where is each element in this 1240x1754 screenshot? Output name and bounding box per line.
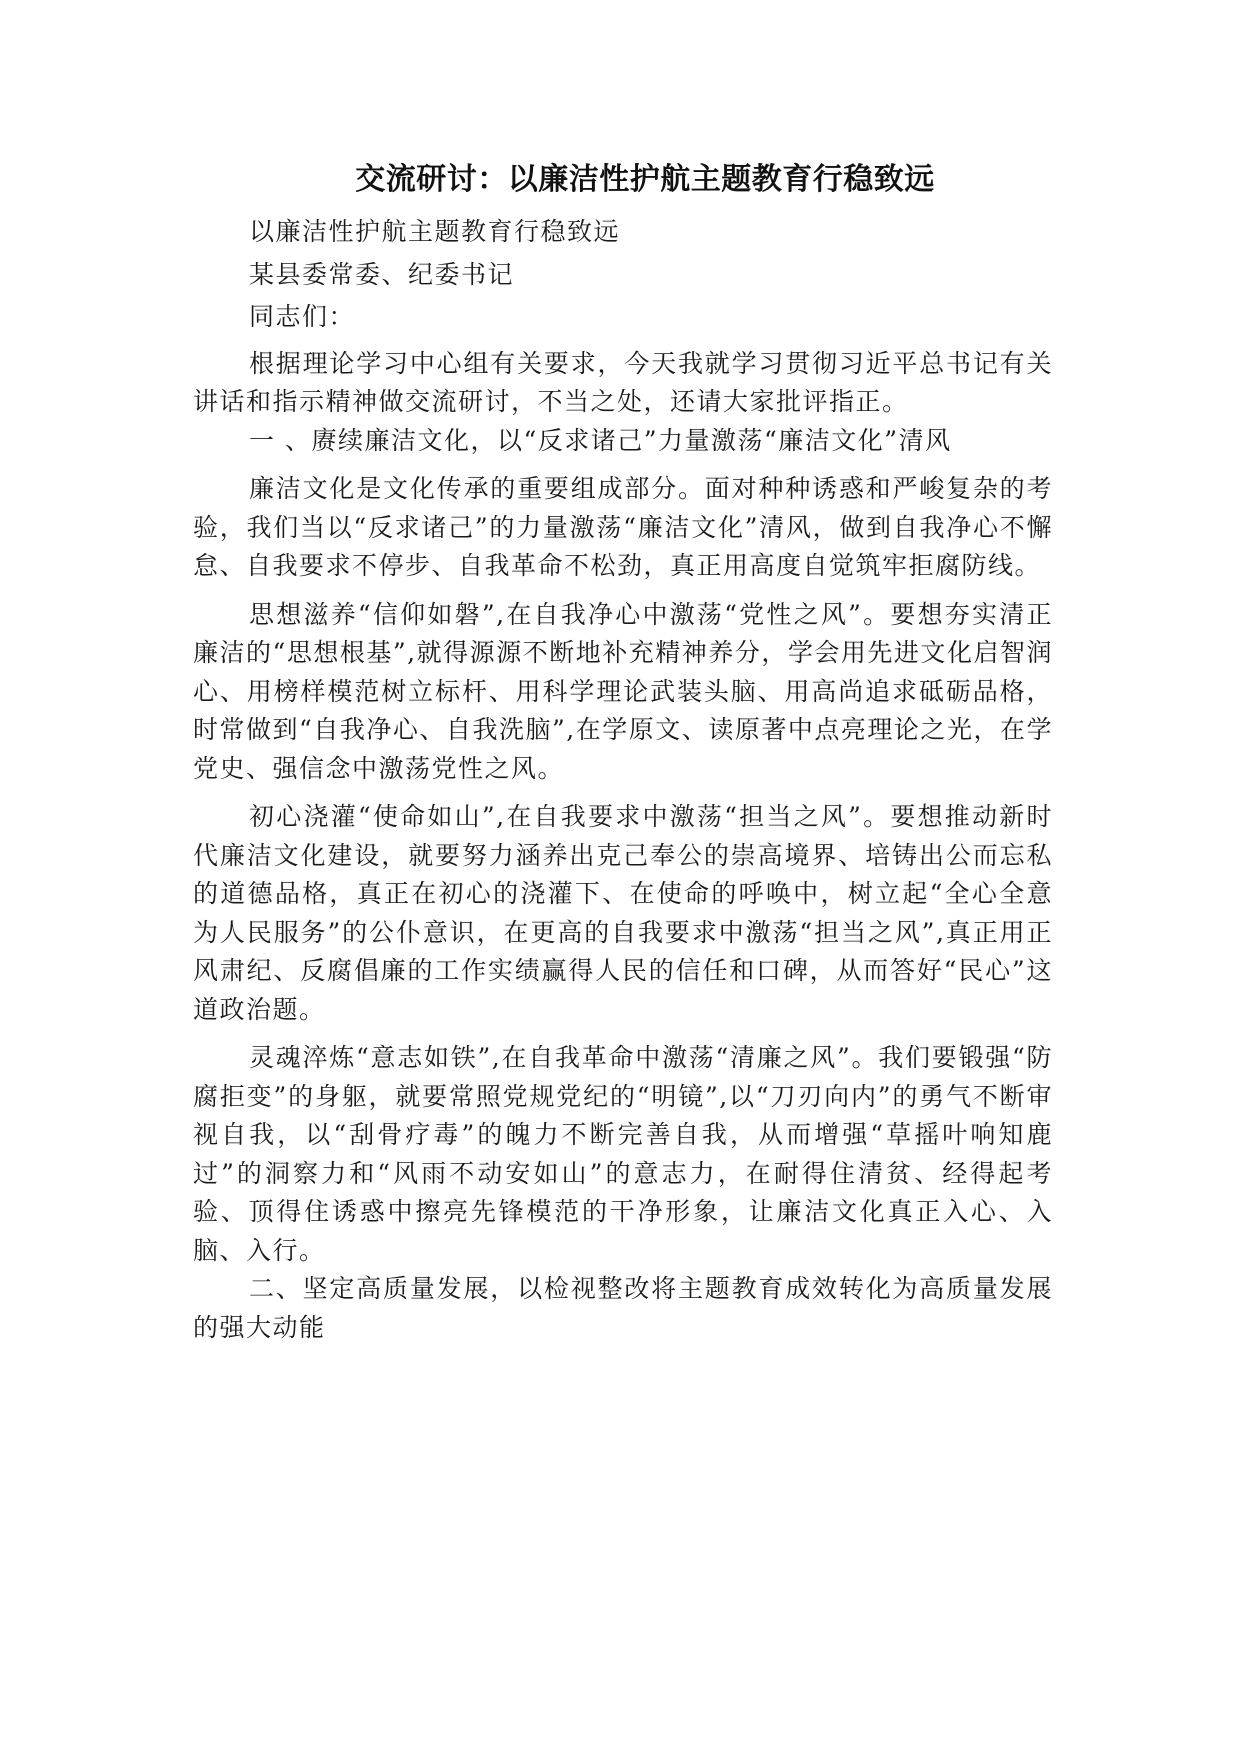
author-line: 某县委常委、纪委书记 [249, 259, 515, 289]
salutation: 同志们： [249, 302, 356, 331]
section-heading-2: 二、坚定高质量发展，以检视整改将主题教育成效转化为高质量发展的强大动能 [193, 1274, 1053, 1342]
paragraph: 思想滋养“信仰如磐”,在自我净心中激荡“党性之风”。要想夯实清正廉洁的“思想根基”,就得源源不断地补充精神养分，学会用先进文化启智润心、用榜样模范树立标杆、用科学理论武装头脑、用高尚追求砥砺品格，时常做到“自我净心、自我洗脑”,在学原文、读原著中点亮理论之光，在学党史、强信念中激荡党性之风。 [193, 599, 1053, 783]
document-body [193, 213, 1053, 1347]
subtitle: 以廉洁性护航主题教育行稳致远 [249, 217, 621, 246]
paragraph: 廉洁文化是文化传承的重要组成部分。面对种种诱惑和严峻复杂的考验，我们当以“反求诸己”的力量激荡“廉洁文化”清风，做到自我净心不懈怠、自我要求不停步、自我革命不松劲，真正用高度自觉筑牢拒腐防线。 [193, 474, 1053, 580]
paragraph: 初心浇灌“使命如山”,在自我要求中激荡“担当之风”。要想推动新时代廉洁文化建设，就要努力涵养出克己奉公的崇高境界、培铸出公而忘私的道德品格，真正在初心的浇灌下、在使命的呼唤中，树立起“全心全意为人民服务”的公仆意识，在更高的自我要求中激荡“担当之风”,真正用正风肃纪、反腐倡廉的工作实绩赢得人民的信任和口碑，从而答好“民心”这道政治题。 [193, 802, 1053, 1024]
paragraph: 灵魂淬炼“意志如铁”,在自我革命中激荡“清廉之风”。我们要锻强“防腐拒变”的身躯，就要常照党规党纪的“明镜”,以“刀刃向内”的勇气不断审视自我，以“刮骨疗毒”的魄力不断完善自我，从而增强“草摇叶响知鹿过”的洞察力和“风雨不动安如山”的意志力，在耐得住清贫、经得起考验、顶得住诱惑中擦亮先锋模范的干净形象，让廉洁文化真正入心、入脑、入行。 [193, 1043, 1053, 1265]
document-title: 交流研讨：以廉洁性护航主题教育行稳致远 [355, 162, 935, 197]
paragraph-intro: 根据理论学习中心组有关要求，今天我就学习贯彻习近平总书记有关讲话和指示精神做交流研讨，不当之处，还请大家批评指正。 [193, 348, 1053, 416]
section-heading-1: 一 、赓续廉洁文化，以“反求诸己”力量激荡“廉洁文化”清风 [249, 425, 952, 455]
